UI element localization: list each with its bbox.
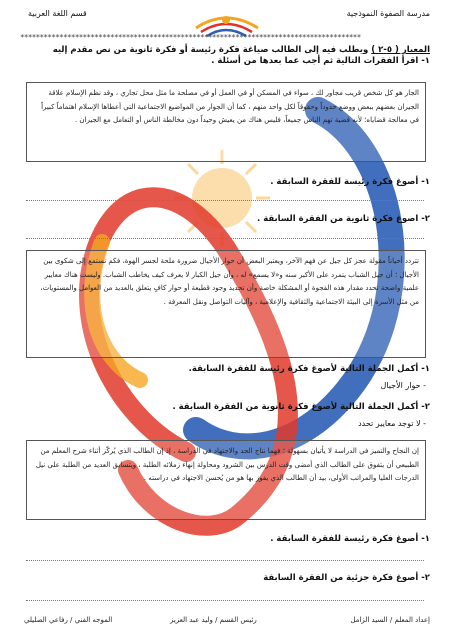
question-1a: ١- أصوغ فكرة رئيسة للفقرة السابقة . [270,177,430,187]
footer-department-head: رئيس القسم / وليد عبد العزيز [170,616,257,624]
star-divider: *************************************************************************************** [20,33,361,42]
question-2a: ١- أكمل الجملة التالية لأصوغ فكرة رئيسة للفقرة السابقة. [188,364,430,374]
standard-text: ويطلب فيه إلى الطالب صياغة فكرة رئيسة أو فكرة ثانوية من نص مقدم إليه [52,45,369,55]
department-name: قسم اللغة العربية [28,9,87,18]
answer-line-3b[interactable] [26,600,424,601]
footer-prepared-by: إعداد المعلم / السيد الزامل [350,616,430,624]
task-instruction: ١- اقرأ الفقرات التالية ثم أجب عما بعدها من أسئلة . [211,56,430,66]
question-3b: ٢- أصوغ فكرة جزئية من الفقرة السابقة [263,573,430,583]
answer-2a[interactable]: - حوار الأجيال [380,381,426,390]
answer-line-3a[interactable] [26,560,424,561]
answer-2b[interactable]: - لا توجد معايير تحدد [358,419,426,428]
paragraph-1: الجار هو كل شخص قريب مجاور لك ، سواء في المسكن أو في العمل أو في مصلحة ما مثل محل تجاري ، وقد نظم الإسلام علاقة الجيران بعضهم ببعض ووضع حدوداً وحقوقاً لكل واحد منهم ، كما أن الجوار من المواضيع الاجتماعية التي أعطاها الإسلام اهتماماً كبيراً في معالجة قضاياه؛ لأنه قضية تهم الناس جميعاً، فليس هناك من يعيش وحيداً دون مخالطة الناس أو التعامل مع الجيران . [26,82,426,162]
question-2b: ٢- أكمل الجملة التالية لأصوغ فكرة ثانوية من الفقرة السابقة . [172,402,430,412]
paragraph-2: تتردد أحياناً مقولة عجز كل جيل عن فهم الآخر، ويعتبر البعض أن حوار الأجيال ضرورة ملحة لجسر الهوة، فكم نستمع إلى شكوى بين الأجيال ؛ أن جيل الشباب يتمرد على الأكبر سنه و«لا يسمع» له ، وأن جيل الكبار لا يعرف كيف يخاطب الشباب. وليست هناك معايير علمية واضحة تحدد مقدار هذه الفجوة أو المشكلة خاصة وأن تحديد وجود قطيعة أو حوار كافٍ يتعلق بالعديد من العوامل والمستويات، من مثل الأسرة إلى البيئة الاجتماعية والثقافية والإعلامية ، وآليات التواصل ونقل المعرفة . [26,250,426,358]
school-name: مدرسة الصفوة النموذجية [346,9,430,18]
answer-line-1b[interactable] [26,238,424,239]
question-1b: ٢- اصوغ فكرة ثانوية من الفقرة السابقة . [257,214,430,224]
standard-label: المعيار ( ٥-٢ ) [371,45,430,55]
footer-supervisor: الموجه الفني / رفاعي الصليلي [24,616,113,624]
answer-line-1a[interactable] [26,200,424,201]
paragraph-3: إن النجاح والتميز في الدراسة لا يأتيان بسهولة ؛ فهما نتاج الجد والاجتهاد في الدراسة ، إذ إن الطالب الذي يُركّز أثناء شرح المعلم من الطبيعي أن يتفوق على الطالب الذي أمضى وقت الدرس بين الشرود ومحاولة إنهاء زملائه الطلبة ، ويتسابق العديد من الطلبة على نيل الدرجات العليا والمراتب الأولى، بيد أن الطالب الذي يفوز بها هو من يُحسن الاجتهاد في دراسته . [26,440,426,520]
sun-watermark [174,150,270,246]
standard-line [20,45,430,55]
question-3a: ١- أصوغ فكرة رئيسة للفقرة السابقة . [270,534,430,544]
